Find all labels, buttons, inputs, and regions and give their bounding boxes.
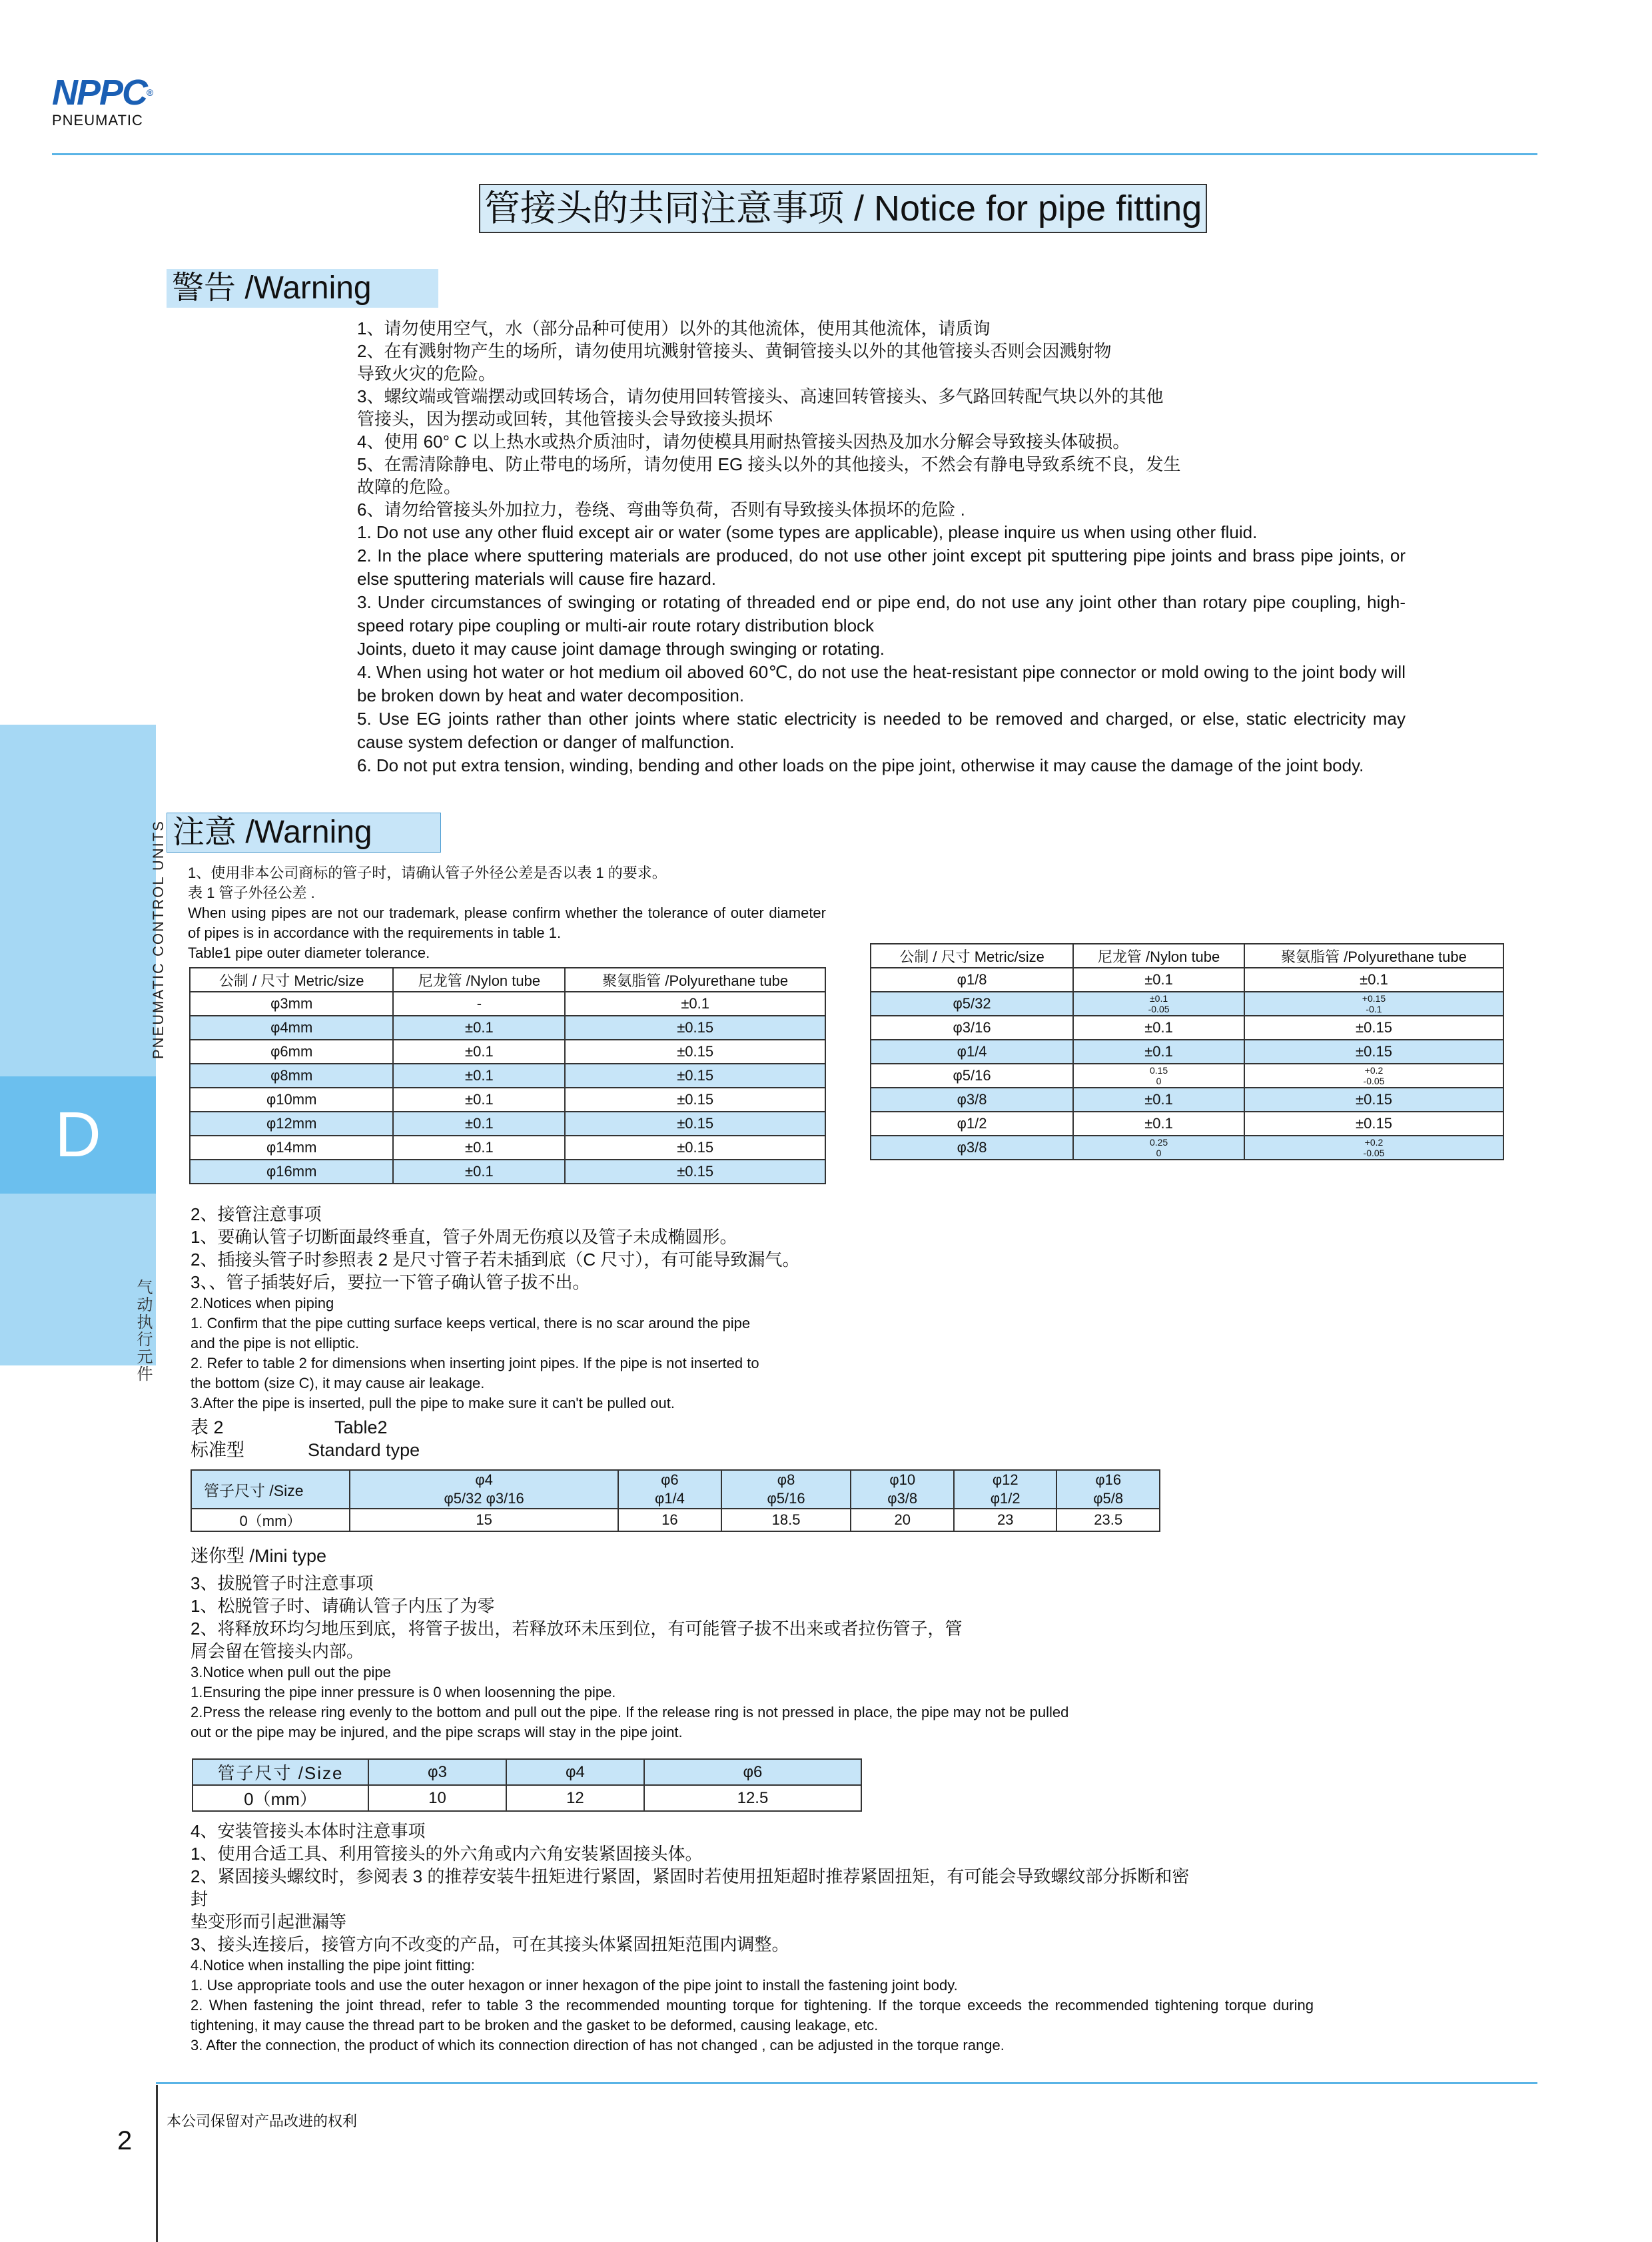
table2-size-cell bbox=[954, 1470, 1056, 1509]
table2-size-inch: φ5/8 bbox=[1093, 1490, 1124, 1507]
table1b-size: φ3/16 bbox=[871, 1016, 1073, 1040]
tolerance-lower: -0.05 bbox=[1148, 1004, 1170, 1014]
logo-registered-mark: ® bbox=[147, 87, 153, 98]
table2-size-metric: φ6 bbox=[661, 1471, 679, 1488]
tolerance-upper: 0.15 bbox=[1149, 1065, 1168, 1076]
tolerance-upper: 0.25 bbox=[1149, 1137, 1168, 1148]
piping-cn-line-3: 2、插接头管子时参照表 2 是尺寸管子若未插到底（C 尺寸），有可能导致漏气。 bbox=[191, 1250, 800, 1270]
table-row bbox=[871, 1112, 1503, 1136]
piping-cn-line-1: 2、接管注意事项 bbox=[191, 1204, 322, 1224]
table-row bbox=[190, 992, 825, 1016]
pullout-cn-line-1: 3、拔脱管子时注意事项 bbox=[191, 1573, 374, 1593]
table3-size: φ4 bbox=[506, 1759, 644, 1785]
table1b-cell: ±0.1 bbox=[1244, 968, 1503, 992]
table2-size-inch: φ1/4 bbox=[654, 1490, 685, 1507]
table3-value: 12.5 bbox=[644, 1785, 861, 1811]
table2-value: 23.5 bbox=[1056, 1509, 1160, 1531]
table1b-cell: ±0.1 bbox=[1073, 968, 1244, 992]
table1-cell: φ14mm bbox=[190, 1136, 393, 1160]
table1-cell: φ3mm bbox=[190, 992, 393, 1016]
table1-cell: - bbox=[393, 992, 565, 1016]
table1-header-2: 尼龙管 /Nylon tube bbox=[393, 968, 565, 992]
tolerance-upper: +0.15 bbox=[1362, 993, 1386, 1004]
page-title: 管接头的共同注意事项 / Notice for pipe fitting bbox=[479, 184, 1207, 233]
table-row bbox=[871, 968, 1503, 992]
install-cn-line-4: 封 bbox=[191, 1889, 208, 1909]
tolerance-lower: -0.1 bbox=[1366, 1004, 1382, 1014]
warning-cn-line-4: 3、螺纹端或管端摆动或回转场合，请勿使用回转管接头、高速回转管接头、多气路回转配气块以外的其他 bbox=[357, 386, 1164, 406]
table2-size-cell bbox=[618, 1470, 721, 1509]
table1-metric bbox=[189, 967, 826, 1184]
install-cn-line-2: 1、使用合适工具、利用管接头的外六角或内六角安装紧固接头体。 bbox=[191, 1844, 703, 1864]
table2-value: 23 bbox=[954, 1509, 1056, 1531]
table1-cell: ±0.15 bbox=[565, 1064, 825, 1088]
intro-cn-2: 表 1 管子外径公差 . bbox=[188, 885, 315, 901]
piping-en-line-5: the bottom (size C), it may cause air leakage. bbox=[191, 1375, 485, 1391]
table1-cell: φ10mm bbox=[190, 1088, 393, 1112]
table1-cell: φ12mm bbox=[190, 1112, 393, 1136]
table3-header: 管子尺寸 /Size bbox=[193, 1759, 368, 1785]
table1b-header-2: 尼龙管 /Nylon tube bbox=[1073, 944, 1244, 968]
tolerance-upper: +0.2 bbox=[1364, 1137, 1384, 1148]
warning-cn-line-6: 4、使用 60° C 以上热水或热介质油时，请勿使模具用耐热管接头因热及加水分解会导致接头体破损。 bbox=[357, 432, 1130, 452]
side-tab bbox=[0, 725, 156, 1365]
table-row bbox=[190, 1088, 825, 1112]
table1-cell: ±0.1 bbox=[393, 1136, 565, 1160]
tolerance-intro bbox=[188, 863, 826, 963]
table2-size-cell bbox=[350, 1470, 618, 1509]
table1b-cell: ±0.1 bbox=[1073, 1040, 1244, 1064]
warning-cn-line-3: 导致火灾的危险。 bbox=[357, 364, 496, 384]
warning-1-body bbox=[357, 317, 1406, 777]
warning-en-para-2: 2. In the place where sputtering materials are produced, do not use other joint except pit sputtering pipe joints and brass pipe joints, or else sputtering materials will cause fire hazard. bbox=[357, 546, 1406, 589]
table-row bbox=[871, 1040, 1503, 1064]
table2-size-metric: φ16 bbox=[1095, 1471, 1122, 1488]
mini-type-label: 迷你型 /Mini type bbox=[191, 1546, 327, 1566]
table2-value: 15 bbox=[350, 1509, 618, 1531]
warning-1-en bbox=[357, 521, 1406, 777]
warning-en-para-5: 4. When using hot water or hot medium oil aboved 60℃, do not use the heat-resistant pipe connector or mold owing to the joint body will be broken down by heat and water decomposition. bbox=[357, 662, 1406, 705]
pullout-en-line-1: 3.Notice when pull out the pipe bbox=[191, 1664, 391, 1681]
table2-size-metric: φ4 bbox=[475, 1471, 493, 1488]
table1b-cell: ±0.15 bbox=[1244, 1088, 1503, 1112]
piping-cn bbox=[191, 1203, 1056, 1294]
table1b-cell bbox=[1073, 992, 1244, 1016]
footer-note: 本公司保留对产品改进的权利 bbox=[167, 2113, 358, 2129]
table-row bbox=[190, 1064, 825, 1088]
table2-row-label: 0（mm） bbox=[191, 1509, 350, 1531]
pullout-cn-line-4: 屑会留在管接头内部。 bbox=[191, 1641, 364, 1661]
install-cn bbox=[191, 1820, 1314, 1956]
table-row bbox=[871, 992, 1503, 1016]
table3 bbox=[192, 1758, 862, 1812]
piping-en-line-3: and the pipe is not elliptic. bbox=[191, 1335, 360, 1351]
table1-cell: ±0.1 bbox=[393, 1160, 565, 1184]
table1-cell: ±0.15 bbox=[565, 1088, 825, 1112]
warning-cn-line-5: 管接头，因为摆动或回转，其他管接头会导致接头损坏 bbox=[357, 409, 773, 429]
std-type-label bbox=[191, 1439, 1056, 1461]
table1-cell: φ4mm bbox=[190, 1016, 393, 1040]
tolerance-lower: 0 bbox=[1156, 1148, 1162, 1158]
warning-en-para-3: 3. Under circumstances of swinging or rotating of threaded end or pipe end, do not use any joint other than rotary pipe coupling, high-speed rotary pipe coupling or multi-air route rotary distribution block bbox=[357, 592, 1406, 635]
warning-en-para-1: 1. Do not use any other fluid except air or water (some types are applicable), please inquire us when using other fluid. bbox=[357, 522, 1258, 542]
table2-size-metric: φ8 bbox=[777, 1471, 795, 1488]
install-notices bbox=[191, 1820, 1314, 2055]
table-row bbox=[871, 1064, 1503, 1088]
install-cn-line-3: 2、紧固接头螺纹时，参阅表 3 的推荐安装牛扭矩进行紧固，紧固时若使用扭矩超时推荐紧固扭矩，有可能会导致螺纹部分拆断和密 bbox=[191, 1866, 1190, 1886]
table1-cell: ±0.1 bbox=[393, 1064, 565, 1088]
table2-size-inch: φ5/32 φ3/16 bbox=[444, 1490, 524, 1507]
table2-label-cn: 表 2 bbox=[191, 1417, 224, 1437]
table1b-cell: ±0.1 bbox=[1073, 1112, 1244, 1136]
piping-cn-line-4: 3、、管子插装好后，要拉一下管子确认管子拔不出。 bbox=[191, 1272, 590, 1292]
warning-cn-line-1: 1、请勿使用空气，水（部分品种可使用）以外的其他流体，使用其他流体，请质询 bbox=[357, 318, 991, 338]
piping-en-line-1: 2.Notices when piping bbox=[191, 1295, 334, 1311]
table1b-header-3: 聚氨脂管 /Polyurethane tube bbox=[1244, 944, 1503, 968]
logo-subtitle: PNEUMATIC bbox=[52, 112, 143, 129]
footer-rule bbox=[156, 2082, 1537, 2084]
table1-cell: ±0.15 bbox=[565, 1016, 825, 1040]
table2-size-inch: φ5/16 bbox=[767, 1490, 805, 1507]
table-row bbox=[190, 1160, 825, 1184]
logo-text: NPPC bbox=[52, 73, 147, 113]
warning-en-para-7: 6. Do not put extra tension, winding, bending and other loads on the pipe joint, otherwise it may cause the damage of the joint body. bbox=[357, 755, 1364, 775]
piping-cn-line-2: 1、要确认管子切断面最终垂直，管子外周无伤痕以及管子未成椭圆形。 bbox=[191, 1227, 737, 1247]
pullout-en-line-2: 1.Ensuring the pipe inner pressure is 0 when loosenning the pipe. bbox=[191, 1684, 616, 1700]
tolerance-lower: -0.05 bbox=[1363, 1076, 1385, 1086]
table-row bbox=[190, 1136, 825, 1160]
pullout-en-line-3: 2.Press the release ring evenly to the bottom and pull out the pipe. If the release ring is not pressed in place, the pipe may not be pulled bbox=[191, 1704, 1069, 1720]
install-en-line-1: 4.Notice when installing the pipe joint fitting: bbox=[191, 1957, 475, 1974]
table2-size-cell bbox=[721, 1470, 851, 1509]
intro-en: When using pipes are not our trademark, please confirm whether the tolerance of outer diameter of pipes is in accordance with the requirements in table 1. bbox=[188, 905, 826, 941]
intro-cn-1: 1、使用非本公司商标的管子时，请确认管子外径公差是否以表 1 的要求。 bbox=[188, 865, 667, 881]
table1b-size: φ1/4 bbox=[871, 1040, 1073, 1064]
table3-size: φ6 bbox=[644, 1759, 861, 1785]
std-type-cn: 标准型 bbox=[191, 1440, 244, 1460]
table1b-size: φ5/16 bbox=[871, 1064, 1073, 1088]
table1b-size: φ1/8 bbox=[871, 968, 1073, 992]
pullout-cn-line-3: 2、将释放环均匀地压到底，将管子拔出，若释放环未压到位，有可能管子拔不出来或者拉伤管子，管 bbox=[191, 1619, 963, 1639]
table1-cell: φ6mm bbox=[190, 1040, 393, 1064]
pullout-cn bbox=[191, 1572, 1323, 1663]
table2-size-inch: φ3/8 bbox=[887, 1490, 918, 1507]
table-row bbox=[871, 1088, 1503, 1112]
table1-cell: ±0.1 bbox=[393, 1040, 565, 1064]
pullout-en bbox=[191, 1663, 1323, 1742]
table3-size: φ3 bbox=[368, 1759, 506, 1785]
table1-cell: φ8mm bbox=[190, 1064, 393, 1088]
table1-cell: ±0.15 bbox=[565, 1136, 825, 1160]
table-row bbox=[190, 1016, 825, 1040]
table3-row-label: 0（mm） bbox=[193, 1785, 368, 1811]
page-number: 2 bbox=[117, 2126, 133, 2155]
piping-en bbox=[191, 1294, 1056, 1413]
table2-size-inch: φ1/2 bbox=[990, 1490, 1021, 1507]
table1-cell: φ16mm bbox=[190, 1160, 393, 1184]
table1b-cell: ±0.15 bbox=[1244, 1016, 1503, 1040]
table1b-size: φ3/8 bbox=[871, 1088, 1073, 1112]
piping-en-line-2: 1. Confirm that the pipe cutting surface keeps vertical, there is no scar around the pipe bbox=[191, 1315, 751, 1331]
brand-logo bbox=[52, 75, 159, 129]
install-en-line-3: 2. When fastening the joint thread, refer to table 3 the recommended mounting torque for tightening. If the torque exceeds the recommended tightening torque during tightening, it may cause the thread part to be broken and the gasket to be deformed, causing leakage, etc. bbox=[191, 1997, 1314, 2034]
table1b-cell: ±0.1 bbox=[1073, 1016, 1244, 1040]
table1-cell: ±0.1 bbox=[565, 992, 825, 1016]
table1b-cell bbox=[1073, 1136, 1244, 1160]
table1b-cell bbox=[1073, 1064, 1244, 1088]
table1b-cell: ±0.15 bbox=[1244, 1112, 1503, 1136]
warning-heading-1: 警告 /Warning bbox=[167, 269, 438, 308]
table2-value: 20 bbox=[851, 1509, 953, 1531]
table1b-cell bbox=[1244, 1064, 1503, 1088]
table1b-size: φ1/2 bbox=[871, 1112, 1073, 1136]
warning-cn-line-7: 5、在需清除静电、防止带电的场所，请勿使用 EG 接头以外的其他接头，不然会有静电导致系统不良，发生 bbox=[357, 454, 1181, 474]
table1-cell: ±0.1 bbox=[393, 1112, 565, 1136]
tolerance-lower: -0.05 bbox=[1363, 1148, 1385, 1158]
header-rule bbox=[52, 153, 1537, 155]
table2-label bbox=[191, 1416, 1056, 1439]
table-row bbox=[871, 1136, 1503, 1160]
footer-divider bbox=[156, 2085, 158, 2242]
install-en bbox=[191, 1956, 1314, 2055]
warning-en-para-6: 5. Use EG joints rather than other joints where static electricity is needed to be removed and charged, or else, static electricity may cause system defection or danger of malfunction. bbox=[357, 709, 1406, 752]
section-letter: D bbox=[0, 1076, 156, 1194]
table1-cell: ±0.15 bbox=[565, 1112, 825, 1136]
install-cn-line-6: 3、接头连接后，接管方向不改变的产品，可在其接头体紧固扭矩范围内调整。 bbox=[191, 1934, 789, 1954]
table1-cell: ±0.1 bbox=[393, 1016, 565, 1040]
std-type-en: Standard type bbox=[308, 1440, 420, 1460]
pullout-en-line-4: out or the pipe may be injured, and the pipe scraps will stay in the pipe joint. bbox=[191, 1724, 683, 1740]
table1-header-1: 公制 / 尺寸 Metric/size bbox=[190, 968, 393, 992]
table1b-cell bbox=[1244, 1136, 1503, 1160]
warning-cn-line-2: 2、在有溅射物产生的场所，请勿使用坑溅射管接头、黄铜管接头以外的其他管接头否则会因溅射物 bbox=[357, 341, 1112, 361]
table1b-size: φ5/32 bbox=[871, 992, 1073, 1016]
table-row bbox=[190, 1112, 825, 1136]
table2-header: 管子尺寸 /Size bbox=[191, 1470, 350, 1509]
piping-en-line-6: 3.After the pipe is inserted, pull the pipe to make sure it can't be pulled out. bbox=[191, 1395, 675, 1411]
table1-inch bbox=[870, 943, 1504, 1160]
table1-cell: ±0.15 bbox=[565, 1160, 825, 1184]
piping-notices bbox=[191, 1203, 1056, 1461]
side-label-cn: 气动执行元件 bbox=[134, 1279, 152, 1383]
install-en-line-4: 3. After the connection, the product of which its connection direction of has not changed , can be adjusted in the torque range. bbox=[191, 2037, 1005, 2054]
table1b-cell bbox=[1244, 992, 1503, 1016]
side-label-en: PNEUMATIC CONTROL UNITS bbox=[150, 820, 167, 1059]
pullout-notices bbox=[191, 1572, 1323, 1742]
table2-value: 16 bbox=[618, 1509, 721, 1531]
table2-size-cell bbox=[1056, 1470, 1160, 1509]
warning-cn-line-9: 6、请勿给管接头外加拉力，卷绕、弯曲等负荷，否则有导致接头体损坏的危险 . bbox=[357, 500, 965, 520]
table2-label-en: Table2 bbox=[334, 1417, 388, 1437]
table1b-size: φ3/8 bbox=[871, 1136, 1073, 1160]
table2-value: 18.5 bbox=[721, 1509, 851, 1531]
table2 bbox=[191, 1469, 1160, 1532]
table2-size-metric: φ12 bbox=[992, 1471, 1019, 1488]
install-cn-line-5: 垫变形而引起泄漏等 bbox=[191, 1912, 347, 1932]
table2-size-cell bbox=[851, 1470, 953, 1509]
install-cn-line-1: 4、安装管接头本体时注意事项 bbox=[191, 1821, 426, 1841]
table3-value: 10 bbox=[368, 1785, 506, 1811]
table1-cell: ±0.1 bbox=[393, 1088, 565, 1112]
table1-cell: ±0.15 bbox=[565, 1040, 825, 1064]
piping-en-line-4: 2. Refer to table 2 for dimensions when inserting joint pipes. If the pipe is not inserted to bbox=[191, 1355, 759, 1371]
install-en-line-2: 1. Use appropriate tools and use the outer hexagon or inner hexagon of the pipe joint to install the fastening joint body. bbox=[191, 1977, 958, 1994]
table3-value: 12 bbox=[506, 1785, 644, 1811]
intro-en-2: Table1 pipe outer diameter tolerance. bbox=[188, 944, 430, 961]
warning-cn-line-8: 故障的危险。 bbox=[357, 477, 462, 497]
warning-en-para-4: Joints, dueto it may cause joint damage through swinging or rotating. bbox=[357, 639, 885, 659]
pullout-cn-line-2: 1、松脱管子时、请确认管子内压了为零 bbox=[191, 1596, 495, 1616]
table1-header-3: 聚氨脂管 /Polyurethane tube bbox=[565, 968, 825, 992]
table-row bbox=[190, 1040, 825, 1064]
warning-1-cn bbox=[357, 317, 1406, 521]
tolerance-lower: 0 bbox=[1156, 1076, 1162, 1086]
tolerance-upper: ±0.1 bbox=[1149, 993, 1168, 1004]
table1b-cell: ±0.1 bbox=[1073, 1088, 1244, 1112]
warning-heading-2: 注意 /Warning bbox=[167, 813, 441, 853]
table2-size-metric: φ10 bbox=[889, 1471, 916, 1488]
table1b-cell: ±0.15 bbox=[1244, 1040, 1503, 1064]
tolerance-upper: +0.2 bbox=[1364, 1065, 1384, 1076]
table-row bbox=[871, 1016, 1503, 1040]
table1b-header-1: 公制 / 尺寸 Metric/size bbox=[871, 944, 1073, 968]
